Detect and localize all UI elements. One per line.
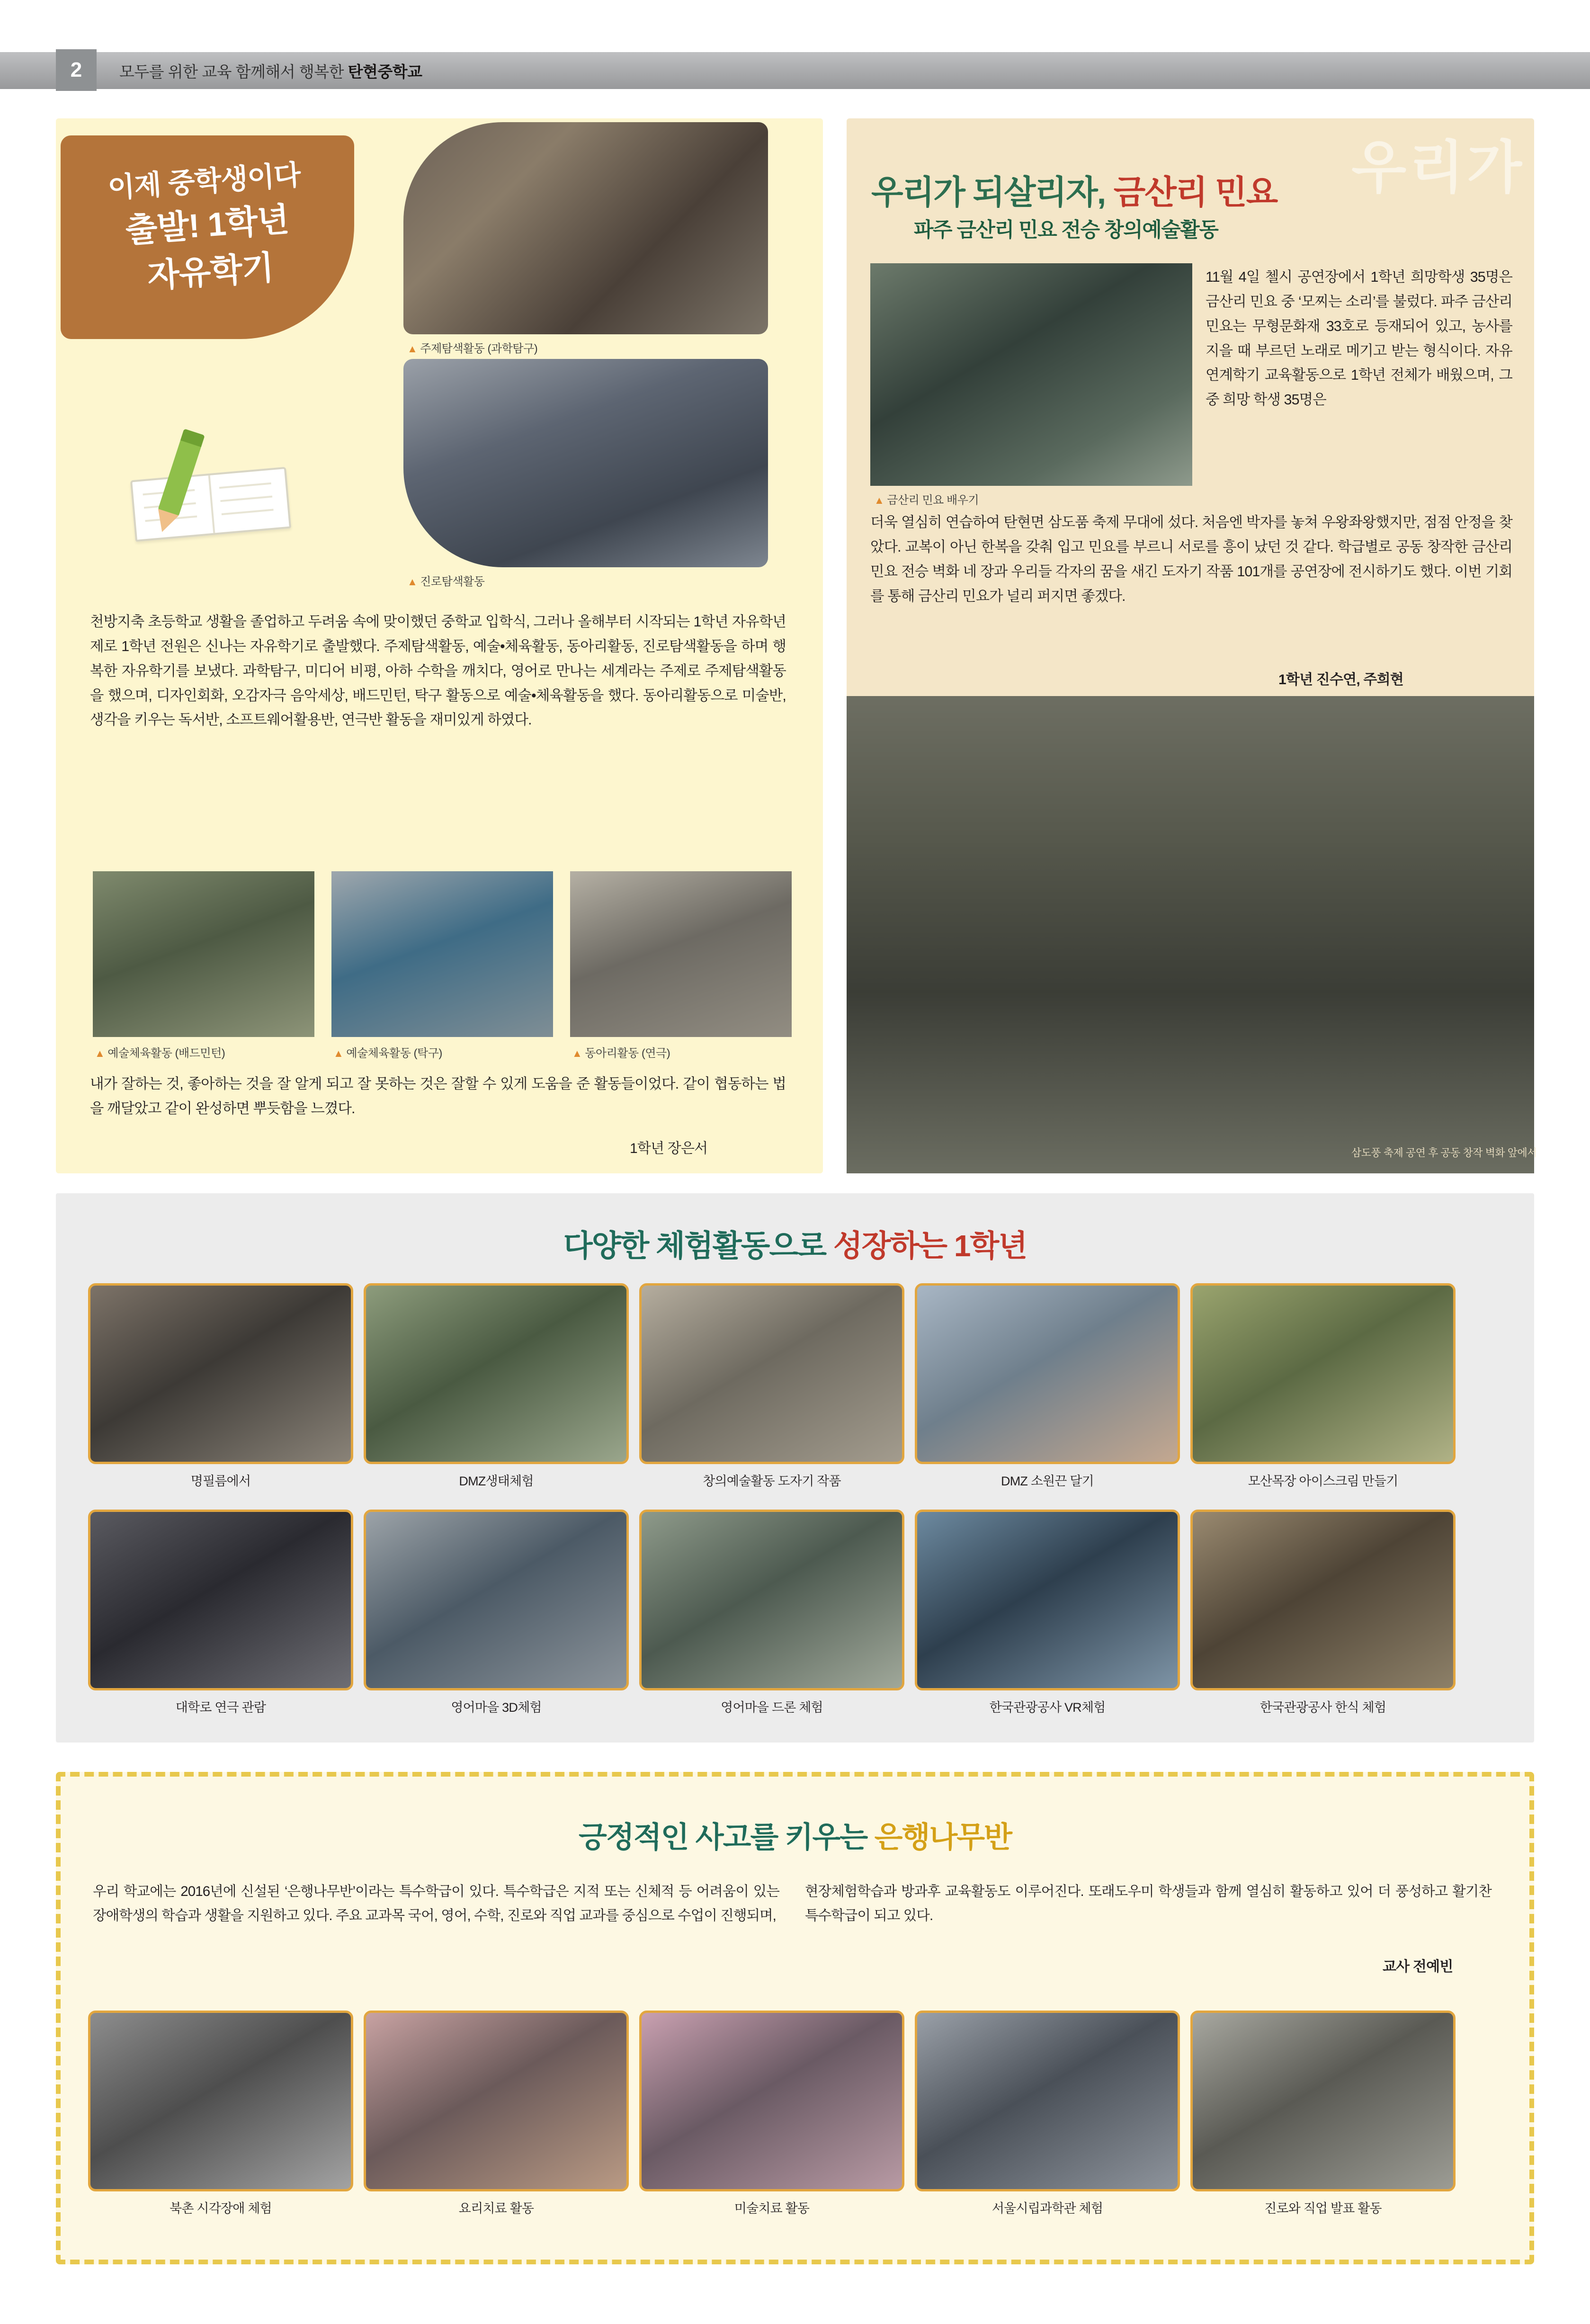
photo-kto-vr [915, 1510, 1180, 1690]
photo-dialogue-in-the-dark [88, 2011, 353, 2191]
caption-text: 예술체육활동 (배드민턴) [107, 1047, 225, 1060]
mid-title-part2: 성장하는 1학년 [833, 1229, 1027, 1263]
caption-career-exploration [407, 572, 484, 589]
caption-career-presentation: 진로와 직업 발표 활동 [1264, 2201, 1382, 2216]
caption-text: 예술체육활동 (탁구) [346, 1047, 442, 1060]
caption-icecream-making: 모산목장 아이스크림 만들기 [1248, 1474, 1398, 1488]
right-article-title [871, 166, 1515, 214]
photo-learning-minyo [870, 263, 1192, 486]
experience-section-title [56, 1222, 1534, 1265]
headline-line-2: 출발! 1학년 [124, 200, 290, 249]
photo-kto-korean-food [1190, 1510, 1456, 1690]
right-article-subtitle: 파주 금산리 민요 전승 창의예술활동 [914, 219, 1218, 241]
page-number: 2 [56, 49, 97, 91]
photo-drama-club [570, 871, 792, 1037]
caption-kto-korean-food: 한국관광공사 한식 체험 [1259, 1700, 1386, 1715]
photo-ceramic-artwork [639, 1283, 904, 1464]
header-title-school: 탄현중학교 [348, 63, 422, 80]
caption-learning-minyo [874, 491, 979, 507]
caption-dialogue-in-the-dark: 북촌 시각장애 체험 [170, 2201, 272, 2216]
right-title-plain: 우리가 되살리자, [871, 174, 1114, 211]
bot-title-part2: 은행나무반 [874, 1821, 1012, 1854]
caption-text: 주제탐색활동 (과학탐구) [420, 342, 538, 355]
photo-dmz-wish-ribbon [915, 1283, 1180, 1464]
photo-career-presentation [1190, 2011, 1456, 2191]
caption-english-village-3d: 영어마을 3D체험 [451, 1700, 542, 1715]
photo-daehangno-play [88, 1510, 353, 1690]
special-class-title [56, 1814, 1534, 1856]
photo-group-mural [847, 696, 1534, 1173]
mid-title-part1: 다양한 체험활동으로 [563, 1229, 833, 1263]
caption-art-therapy: 미술치료 활동 [734, 2201, 810, 2216]
photo-art-therapy [639, 2011, 904, 2191]
header-title-plain: 모두를 위한 교육 함께해서 행복한 [119, 63, 348, 80]
pencil-notebook-illustration [114, 417, 313, 554]
caption-theme-exploration [407, 339, 537, 356]
triangle-bullet-icon: ▲ [407, 576, 418, 588]
special-class-column-1: 우리 학교에는 2016년에 신설된 ‘은행나무반’이라는 특수학급이 있다. 특수학급은 지적 또는 신체적 등 어려움이 있는 장애학생의 학습과 생활을 지원하고 있다. 주요 교과목 국어, 영어, 수학, 진로와 직업 교과를 중심으로 수업이 진행되며, [93, 1884, 779, 1923]
triangle-bullet-icon: ▲ [95, 1047, 105, 1059]
caption-table-tennis [333, 1044, 442, 1060]
left-paragraph-1: 천방지축 초등학교 생활을 졸업하고 두려움 속에 맞이했던 중학교 입학식, 그러나 올해부터 시작되는 1학년 자유학년제로 1학년 전원은 신나는 자유학기로 출발했다. 주제탐색활동, 예술•체육활동, 동아리활동, 진로탐색활동을 하며 행복한 자유학기를 보냈다. 과학탐구, 미디어 비평, 아하 수학을 깨치다, 영어로 만나는 세계라는 주제로 주제탐색활동을 했으며, 디자인회화, 오감자극 음악세상, 배드민턴, 탁구 활동으로 예술•체육활동을 했다. 동아리활동으로 미술반, 생각을 키우는 독서반, 소프트웨어활용반, 연극반 활동을 재미있게 하였다. [90, 614, 786, 728]
photo-english-village-drone [639, 1510, 904, 1690]
caption-seoul-science-museum: 서울시립과학관 체험 [992, 2201, 1103, 2216]
caption-drama-club [572, 1044, 670, 1060]
special-class-column-2: 현장체험학습과 방과후 교육활동도 이루어진다. 또래도우미 학생들과 함께 열심히 활동하고 있어 더 풍성하고 활기찬 특수학급이 되고 있다. [805, 1884, 1492, 1923]
caption-kto-vr: 한국관광공사 VR체험 [989, 1700, 1106, 1715]
photo-career-exploration [403, 359, 768, 567]
caption-myeongpilreum: 명필름에서 [190, 1474, 251, 1488]
caption-ceramic-artwork: 창의예술활동 도자기 작품 [703, 1474, 841, 1488]
special-class-byline: 교사 전예빈 [1383, 1959, 1453, 1975]
caption-badminton [95, 1044, 225, 1060]
triangle-bullet-icon: ▲ [407, 343, 418, 355]
bot-title-part1: 긍정적인 사고를 키우는 [578, 1821, 875, 1854]
caption-cooking-therapy: 요리치료 활동 [458, 2201, 534, 2216]
left-byline: 1학년 장은서 [630, 1141, 708, 1156]
photo-theme-exploration [403, 122, 768, 334]
caption-text: 동아리활동 (연극) [585, 1047, 670, 1060]
caption-text: 진로탐색활동 [420, 575, 485, 588]
headline-line-3: 자유학기 [146, 249, 275, 295]
headline-bubble [61, 135, 354, 339]
right-title-accent: 금산리 민요 [1113, 174, 1277, 211]
photo-myeongpilreum [88, 1283, 353, 1464]
photo-cooking-therapy [364, 2011, 629, 2191]
caption-daehangno-play: 대학로 연극 관람 [175, 1700, 266, 1715]
triangle-bullet-icon: ▲ [874, 494, 884, 506]
left-paragraph-2: 내가 잘하는 것, 좋아하는 것을 잘 알게 되고 잘 못하는 것은 잘할 수 있게 도움을 준 활동들이었다. 같이 협동하는 법을 깨달았고 같이 완성하면 뿌듯함을 느꼈다. [90, 1076, 786, 1117]
photo-badminton [93, 871, 314, 1037]
right-column-text: 11월 4일 첼시 공연장에서 1학년 희망학생 35명은 금산리 민요 중 ‘모찌는 소리’를 불렀다. 파주 금산리 민요는 무형문화재 33호로 등재되어 있고, 농사를 지을 때 부르던 노래로 메기고 받는 형식이다. 자유연계학기 교육활동으로 1학년 전체가 배웠으며, 그 중 희망 학생 35명은 [1206, 269, 1512, 408]
headline-line-1: 이제 중학생이다 [107, 159, 302, 204]
caption-english-village-drone: 영어마을 드론 체험 [721, 1700, 823, 1715]
caption-dmz-wish-ribbon: DMZ 소원끈 달기 [1001, 1474, 1094, 1488]
headline-bubble-text [56, 152, 358, 306]
header-title [119, 60, 422, 82]
caption-group-mural: 삼도풍 축제 공연 후 공동 창작 벽화 앞에서 [1351, 1147, 1537, 1159]
photo-icecream-making [1190, 1283, 1456, 1464]
decorative-watermark: 우리가 [1351, 136, 1525, 199]
photo-dmz-ecology [364, 1283, 629, 1464]
right-wide-text: 더욱 열심히 연습하여 탄현면 삼도품 축제 무대에 섰다. 처음엔 박자를 놓쳐 우왕좌왕했지만, 점점 안정을 찾았다. 교복이 아닌 한복을 갖춰 입고 민요를 부르니 서로를 흥이 났던 것 같다. 학급별로 공동 창작한 금산리 민요 전승 벽화 네 장과 우리들 각자의 꿈을 새긴 도자기 작품 101개를 공연장에 전시하기도 했다. 이번 기회를 통해 금산리 민요가 널리 퍼지면 좋겠다. [870, 514, 1512, 604]
right-byline: 1학년 진수연, 주희현 [1278, 672, 1403, 688]
triangle-bullet-icon: ▲ [333, 1047, 344, 1059]
caption-dmz-ecology: DMZ생태체험 [459, 1474, 534, 1488]
notebook-icon [130, 467, 291, 542]
photo-table-tennis [331, 871, 553, 1037]
triangle-bullet-icon: ▲ [572, 1047, 582, 1059]
caption-text: 금산리 민요 배우기 [887, 494, 979, 507]
photo-seoul-science-museum [915, 2011, 1180, 2191]
photo-english-village-3d [364, 1510, 629, 1690]
